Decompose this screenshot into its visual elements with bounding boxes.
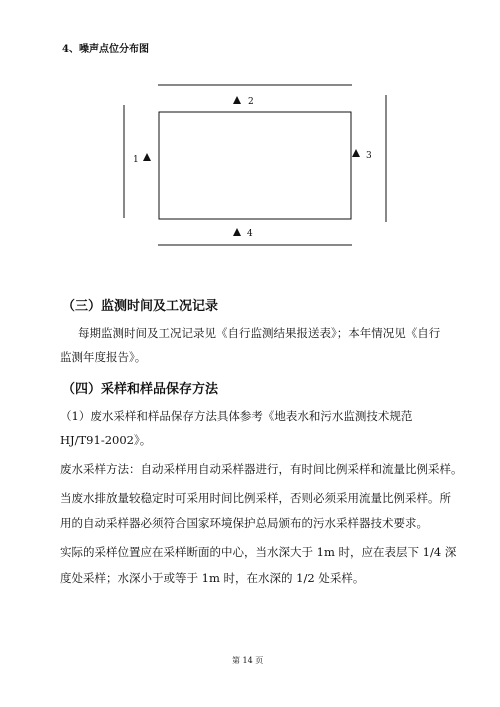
section-4-line-5: 用的自动采样器必须符合国家环境保护总局颁布的污水采样器技术要求。	[60, 516, 428, 530]
figure-heading: 4、噪声点位分布图	[62, 44, 149, 55]
section-4-line-7: 度处采样；水深小于或等于 1m 时，在水深的 1/2 处采样。	[60, 571, 365, 585]
noise-point-2-label: 2	[248, 97, 254, 107]
noise-point-1-icon	[143, 153, 151, 161]
section-4-line-4: 当废水排放量较稳定时可采用时间比例采样，否则必须采用流量比例采样。所	[60, 491, 451, 505]
section-4-title: （四）采样和样品保存方法	[62, 382, 219, 397]
noise-point-4-icon	[233, 228, 241, 236]
page-number: 第 14 页	[232, 656, 264, 665]
noise-point-3-icon	[352, 149, 360, 157]
section-3-line-1: 每期监测时间及工况记录见《自行监测结果报送表》；本年情况见《自行	[78, 326, 441, 340]
section-4-line-3: 废水采样方法：自动采样用自动采样器进行，有时间比例采样和流量比例采样。	[60, 462, 463, 476]
section-4-line-1: （1）废水采样和样品保存方法具体参考《地表水和污水监测技术规范	[60, 409, 413, 423]
noise-point-diagram	[0, 0, 500, 260]
section-4-line-2: HJ/T91-2002》。	[60, 433, 152, 447]
noise-point-1-label: 1	[133, 155, 139, 165]
section-3-title: （三）监测时间及工况记录	[62, 299, 219, 314]
plant-boundary-rect	[159, 112, 351, 219]
noise-point-2-icon	[233, 96, 241, 104]
noise-point-3-label: 3	[366, 151, 372, 161]
section-3-line-2: 监测年度报告》。	[60, 350, 147, 364]
noise-point-4-label: 4	[247, 229, 253, 239]
section-4-line-6: 实际的采样位置应在采样断面的中心，当水深大于 1m 时，应在表层下 1/4 深	[60, 545, 457, 559]
